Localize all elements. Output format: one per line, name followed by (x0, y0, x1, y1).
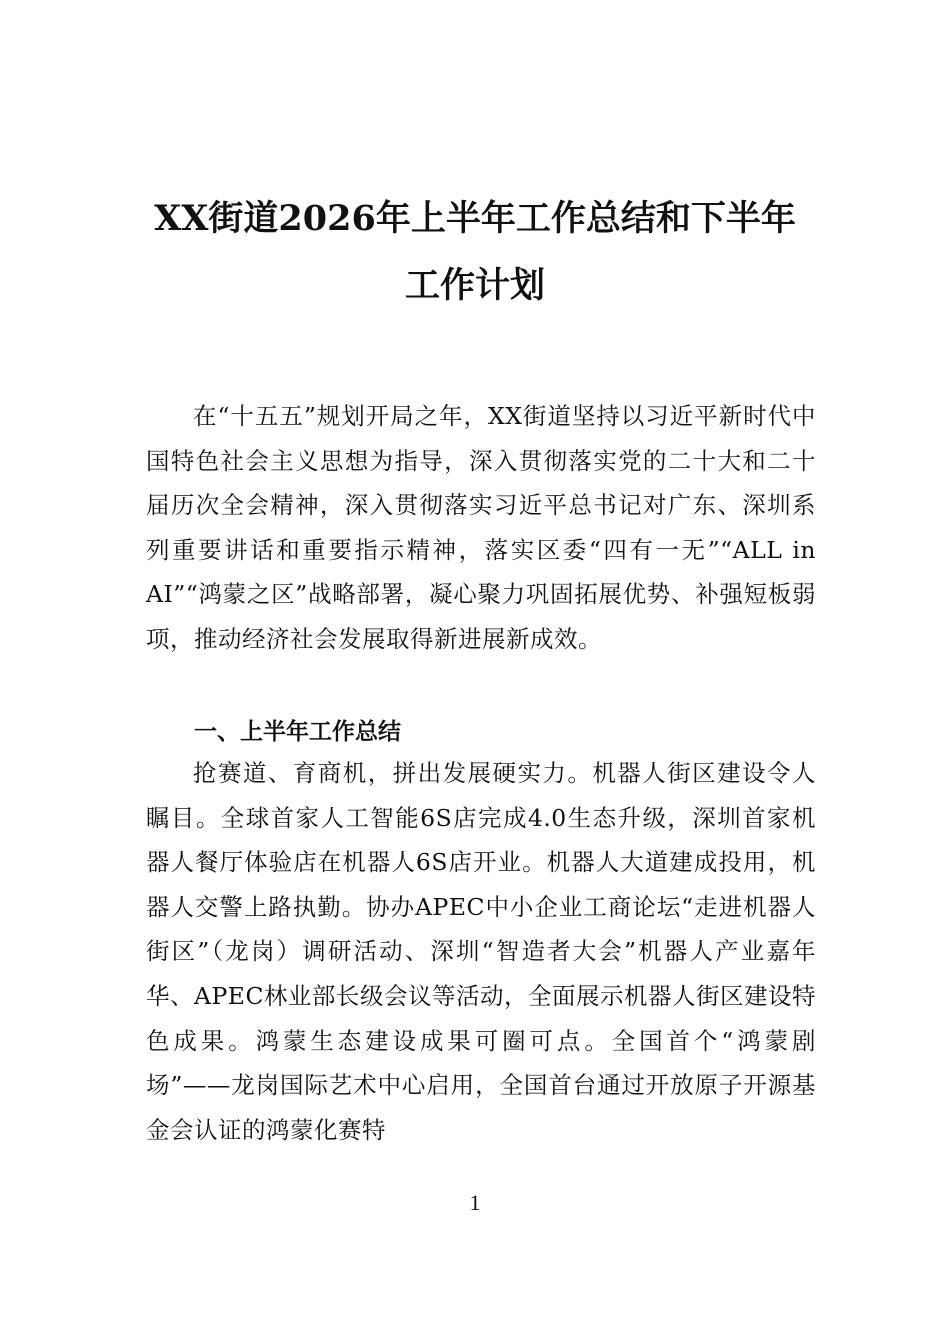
document-title-line-1: XX街道2026年上半年工作总结和下半年 (154, 198, 796, 239)
document-title-line-2: 工作计划 (404, 265, 545, 306)
intro-paragraph: 在“十五五”规划开局之年，XX街道坚持以习近平新时代中国特色社会主义思想为指导，深入贯彻落实党的二十大和二十届历次全会精神，深入贯彻落实习近平总书记对广东、深圳系列重要讲话和重要指示精神，落实区委“四有一无”“ALL in AI”“鸿蒙之区”战略部署，凝心聚力巩固拓展优势、补强短板弱项，推动经济社会发展取得新进展新成效。 (146, 402, 816, 653)
page-number: 1 (469, 1190, 481, 1215)
section-paragraph: 抢赛道、育商机，拼出发展硬实力。机器人街区建设令人瞩目。全球首家人工智能6S店完成4.0生态升级，深圳首家机器人餐厅体验店在机器人6S店开业。机器人大道建成投用，机器人交警上路执勤。协办APEC中小企业工商论坛“走进机器人街区”（龙岗）调研活动、深圳“智造者大会”机器人产业嘉年华、APEC林业部长级会议等活动，全面展示机器人街区建设特色成果。鸿蒙生态建设成果可圈可点。全国首个“鸿蒙剧场”——龙岗国际艺术中心启用，全国首台通过开放原子开源基金会认证的鸿蒙化赛特 (146, 759, 816, 1144)
section-heading: 一、上半年工作总结 (194, 719, 401, 745)
